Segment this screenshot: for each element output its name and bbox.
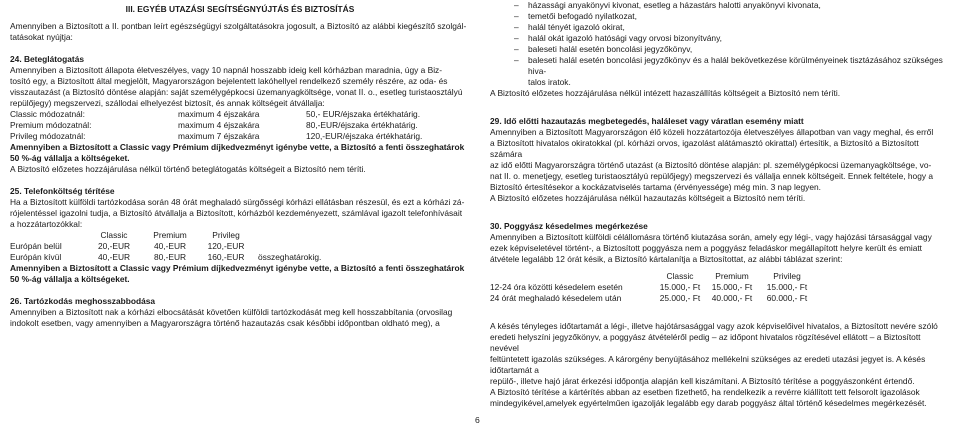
heading-24: 24. Beteglátogatás (10, 54, 85, 64)
phone-table-row (10, 241, 470, 252)
list-item: – halál okát igazoló hatósági vagy orvosi bizonyítvány, (490, 33, 950, 44)
rate-value: 80,-EUR/éjszaka értékhatárig. (306, 120, 418, 130)
list-item: – temetői befogadó nyilatkozat, (490, 11, 950, 22)
rate-amount: maximum 7 éjszakára (178, 131, 260, 141)
table-cell: 24 órát meghaladó késedelem után (490, 293, 622, 303)
text-line: Biztosító értesítésekor a kockázatviselés tartama (érvényessége) még min. 3 nap legyen. (490, 182, 821, 192)
rate-label: Privileg módozatnál: (10, 131, 86, 141)
list-item: – halál tényét igazoló okirat, (490, 22, 950, 33)
table-cell: 20,-EUR (97, 241, 131, 251)
text-line: repülőjegy) megszervezi, szállodai elhelyezést biztosít, és annak költségeit átvállalja: (10, 98, 325, 108)
list-item: – baleseti halál esetén boncolási jegyzőkönyv, (490, 44, 950, 55)
text-line: tosító egy, a Biztosított által megjelölt, Magyarországon bejelentett lakóhellyel rendelkező személy részére, az oda- és (10, 76, 448, 86)
luggage-table-row (490, 293, 950, 304)
table-cell: 80,-EUR (153, 252, 187, 262)
intro-line: Amennyiben a Biztosított a II. pontban leírt egészségügyi szolgáltatásokra jogosult, a Biztosító az alábbi kiegészítő szolgál- (10, 21, 467, 31)
rate-amount: maximum 4 éjszakára (178, 120, 260, 130)
text-line: ezek képviseletével történt-, a Biztosított poggyásza nem a poggyász feladáskor megállapított helyre került és emiatt (490, 243, 923, 253)
heading-26: 26. Tartózkodás meghosszabbodása (10, 296, 156, 306)
rate-row (10, 120, 470, 131)
table-cell: 15.000,- Ft (766, 282, 808, 292)
rate-label: Classic módozatnál: (10, 109, 85, 119)
text-line: indokolt esetben, vagy amennyiben a Magyarországra történő hazautazás csak későbbi időpontban oldható meg), a (10, 318, 440, 328)
header-cell: Premium (153, 230, 187, 240)
text-line: Amennyiben a Biztosított külföldi célállomásra történő kiutazása során, amely egy légi-, vagy hajózási társasággal vagy (490, 232, 932, 242)
right-column (490, 0, 950, 409)
list-item-continuation: talos iratok. (528, 77, 571, 87)
table-cell: 15.000,- Ft (711, 282, 753, 292)
heading-29: 29. Idő előtti hazautazás megbetegedés, haláleset vagy váratlan esemény miatt (490, 116, 804, 126)
header-cell: Classic (666, 271, 694, 281)
text-line: Amennyiben a Biztosított nak a kórházi elbocsátását követően külföldi tartózkodását meg kell hosszabbítania (orvosilag (10, 307, 453, 317)
rate-label: Premium módozatnál: (10, 120, 92, 130)
text-line: visszautazást (a Biztosító döntése alapján: saját személygépkocsi üzemanyagköltsége, vonat II. o., esetleg turistaosztályú (10, 87, 463, 97)
header-cell (10, 230, 82, 241)
table-cell: 15.000,- Ft (659, 282, 701, 292)
header-cell (490, 271, 650, 282)
bold-line: 50 %-ág vállalja a költségeket. (10, 274, 130, 284)
text-line: Ha a Biztosított külföldi tartózkodása során 48 órát meghaladó sürgősségi kórházi ellátásban részesül, és ezt a kórházi zá- (10, 197, 465, 207)
table-cell: 60.000,- Ft (766, 293, 808, 303)
rate-amount: maximum 4 éjszakára (178, 109, 260, 119)
rate-value: 120,-EUR/éjszaka értékhatárig. (306, 131, 423, 141)
text-line: repülő-, illetve hajó járat érkezési időpontja alapján kell kiszámítani. A Biztosító térítése a poggyászonként értendő. (490, 376, 915, 386)
rate-value: 50,- EUR/éjszaka értékhatárig. (306, 109, 421, 119)
table-cell: összeghatárokig. (258, 252, 322, 262)
heading-25: 25. Telefonköltség térítése (10, 186, 115, 196)
text-line: A Biztosító előzetes hozzájárulása nélkül intézett hazaszállítás költségeit a Biztosító nem téríti. (490, 88, 841, 98)
phone-table-row (10, 252, 470, 263)
text-line: Amennyiben a Biztosított Magyarországon élő közeli hozzátartozója életveszélyes állapotban van vagy meghal, és erről (490, 127, 934, 137)
luggage-table-header (490, 271, 950, 282)
note-line: A Biztosító előzetes hozzájárulása nélkül történő beteglátogatás költségeit a Biztosító nem téríti. (10, 164, 366, 174)
list-item: – baleseti halál esetén boncolási jegyzőkönyv és a halál bekövetkezése körülményeinek tisztázásához szükséges hiva- (490, 55, 950, 77)
bold-line: Amennyiben a Biztosított a Classic vagy Prémium díjkedvezményt igénybe vette, a Biztosító a fenti összeghatárok (10, 263, 465, 273)
table-cell: Európán belül (10, 241, 62, 251)
text-line: az idő előtti Magyarországra történő utazást (a Biztosító döntése alapján: pl. személygépkocsi üzemanyagköltsége, vo- (490, 160, 932, 170)
header-cell: Privileg (212, 230, 240, 240)
bold-line: Amennyiben a Biztosított a Classic vagy Prémium díjkedvezményt igénybe vette, a Biztosító a fenti összeghatárok (10, 142, 465, 152)
table-cell: 40.000,- Ft (711, 293, 753, 303)
list-item: – házassági anyakönyvi kivonat, esetleg a házastárs halotti anyakönyvi kivonata, (490, 0, 950, 11)
text-line: a hozzátartozókkal: (10, 219, 83, 229)
text-line: a Biztosított hivatalos okiratokkal (pl. kórházi orvos, igazolást alátámasztó okirattal) értesítik, a Biztosító a Biztosított számára (490, 138, 919, 159)
phone-table-header (10, 230, 470, 241)
page-number: 6 (475, 415, 480, 425)
header-cell: Classic (100, 230, 128, 240)
table-cell: 160,-EUR (207, 252, 245, 262)
text-line: A Biztosító térítése a kártérítés abban az esetben fizethető, ha rendelkezik a revérre kiállított tett felsorolt igazolások (490, 387, 920, 397)
left-column (10, 0, 470, 329)
bold-line: 50 %-ág vállalja a költségeket. (10, 153, 130, 163)
heading-30: 30. Poggyász késedelmes megérkezése (490, 221, 648, 231)
table-cell: 40,-EUR (97, 252, 131, 262)
text-line: nat II. o. menetjegy, esetleg turistaosztályú repülőjegy) megszervezi és vállalja ennek költségeit. Ennek feltétele, hogy a (490, 171, 934, 181)
luggage-table-row (490, 282, 950, 293)
table-cell: 40,-EUR (153, 241, 187, 251)
text-line: átvétele legalább 12 órát késik, a Biztosító kártalanítja a Biztosítottat, az alábbi táblázat szerint: (490, 254, 843, 264)
rate-row (10, 131, 470, 142)
rate-row (10, 109, 470, 120)
table-cell: 12-24 óra közötti késedelem esetén (490, 282, 623, 292)
section-title: III. EGYÉB UTAZÁSI SEGÍTSÉGNYÚJTÁS ÉS BIZTOSÍTÁS (125, 4, 355, 14)
text-line: A Biztosító előzetes hozzájárulása nélkül hazautazás költségeit a Biztosító nem téríti. (490, 193, 806, 203)
text-line: feltüntetett igazolás szükséges. A károrgény benyújtásához mellékelni szükséges az eredeti utazási jegyet is. A késés időtartamát a (490, 354, 926, 375)
table-cell (258, 241, 378, 252)
intro-line: tatásokat nyújtja: (10, 32, 73, 42)
text-line: A késés tényleges időtartamát a légi-, illetve hajótársasággal vagy azok képviselőivel hivatalos, a Biztosított nevére szóló (490, 321, 938, 331)
table-cell: 120,-EUR (207, 241, 245, 251)
text-line: Amennyiben a Biztosított állapota életveszélyes, vagy 10 napnál hosszabb ideig kell kórházban maradnia, úgy a Biz- (10, 65, 443, 75)
header-cell: Privileg (773, 271, 801, 281)
text-line: eredeti helyszíni jegyzőkönyv, a poggyász átvételéről pedig – az időpont hivatalos rögzítésével ellátott – a Biztosított nevével (490, 332, 921, 353)
text-line: rójelentéssel igazolni tudja, a Biztosító átvállalja a Biztosított, kórházból kezdeményezett, számlával igazolt telefonhívásait (10, 208, 463, 218)
table-cell: 25.000,- Ft (659, 293, 701, 303)
header-cell: Premium (715, 271, 749, 281)
table-cell: Európán kívül (10, 252, 62, 262)
text-line: mindegyikével,amelyek egyértelműen igazolják legalább egy darab poggyász által történő késedelmes megérkezését. (490, 398, 927, 408)
header-cell (258, 230, 378, 241)
